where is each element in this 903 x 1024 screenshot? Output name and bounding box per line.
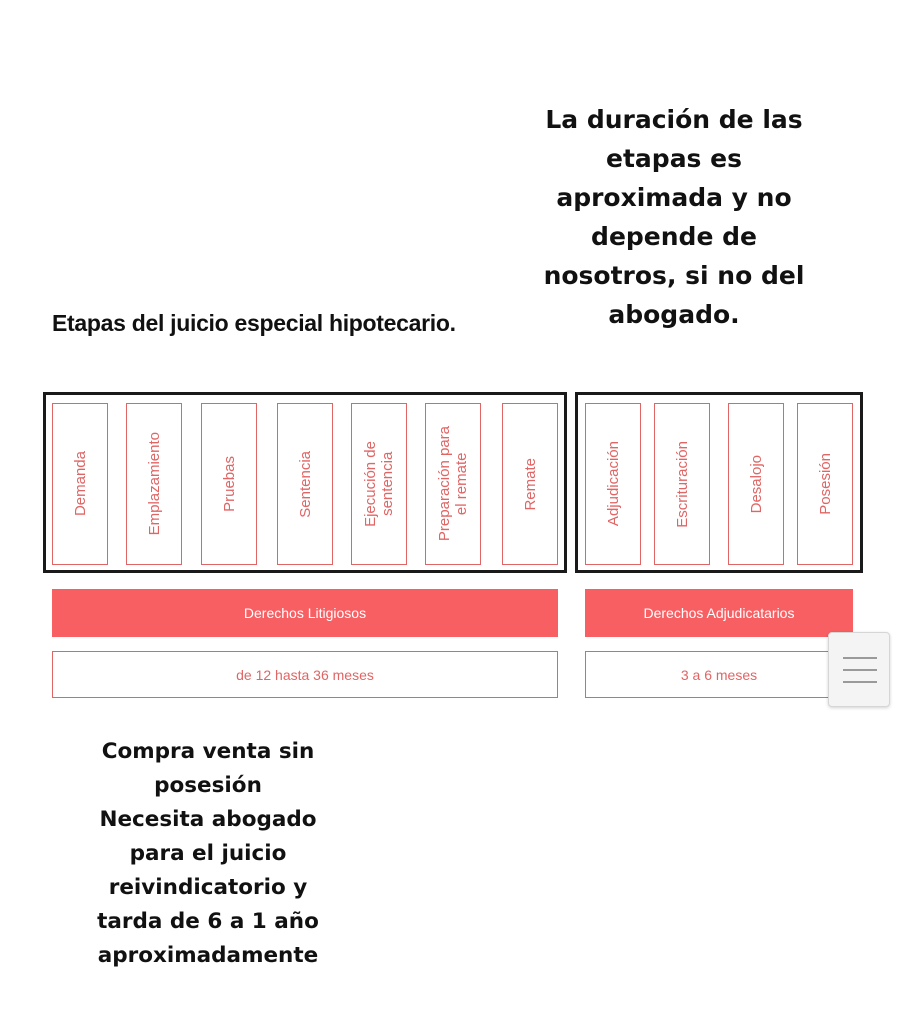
stage-label: Pruebas (220, 456, 238, 512)
menu-button[interactable] (828, 632, 890, 707)
note-duration: La duración de las etapas es aproximada y no depende de nosotros, si no del abogado. (543, 105, 805, 329)
stage-label: Desalojo (747, 454, 765, 514)
duration-litigiosos: de 12 hasta 36 meses (52, 651, 558, 698)
stage-posesion (797, 403, 853, 565)
stage-demanda (52, 403, 108, 565)
stage-ejecucion-sentencia (351, 403, 407, 565)
stage-adjudicacion (585, 403, 641, 565)
stage-label: Sentencia (296, 450, 314, 518)
stage-label: Emplazamiento (145, 432, 163, 536)
stage-label: Ejecución de sentencia (362, 441, 396, 527)
stage-label: Remate (521, 457, 539, 511)
band-derechos-adjudicatarios: Derechos Adjudicatarios (585, 589, 853, 637)
stage-preparacion-remate (425, 403, 481, 565)
stage-sentencia (277, 403, 333, 565)
band-derechos-litigiosos: Derechos Litigiosos (52, 589, 558, 637)
stage-escrituracion (654, 403, 710, 565)
diagram-title: Etapas del juicio especial hipotecario. (52, 310, 456, 336)
stage-emplazamiento (126, 403, 182, 565)
stage-remate (502, 403, 558, 565)
note-compra-venta: Compra venta sin posesión Necesita abogado para el juicio reivindicatorio y tarda de 6 a 1 año aproximadamente (97, 739, 319, 968)
stage-pruebas (201, 403, 257, 565)
stage-label: Preparación para el remate (436, 426, 470, 542)
duration-adjudicatarios: 3 a 6 meses (585, 651, 853, 698)
stage-label: Demanda (71, 451, 89, 517)
stage-label: Escrituración (673, 440, 691, 528)
stage-label: Adjudicación (604, 441, 622, 527)
stage-desalojo (728, 403, 784, 565)
stage-label: Posesión (816, 453, 834, 515)
